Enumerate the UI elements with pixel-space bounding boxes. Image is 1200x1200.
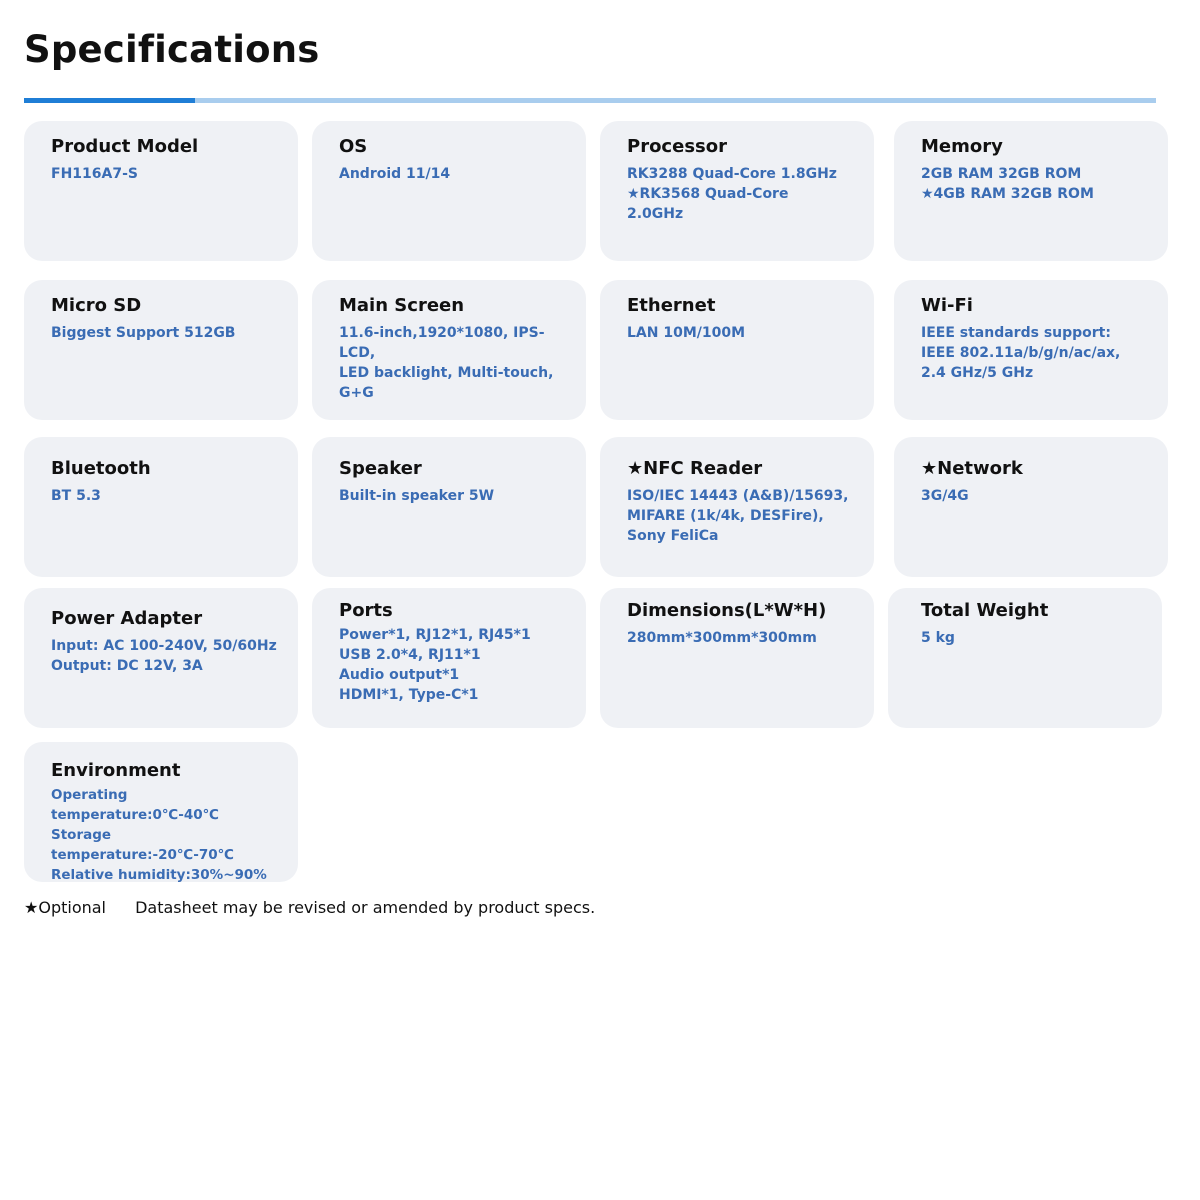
spec-value: Built-in speaker 5W — [339, 488, 495, 504]
spec-value: 280mm*300mm*300mm — [627, 630, 817, 646]
spec-label: Processor — [627, 136, 727, 157]
spec-card-product-model — [24, 121, 298, 261]
spec-value: FH116A7-S — [51, 166, 138, 182]
spec-card-bluetooth — [24, 437, 298, 577]
spec-label: Micro SD — [51, 295, 142, 316]
spec-value: RK3288 Quad-Core 1.8GHz ★RK3568 Quad-Core 2.0GHz — [627, 166, 837, 222]
spec-label: OS — [339, 136, 368, 157]
footer-note — [24, 898, 595, 917]
spec-card-environment — [24, 742, 298, 882]
title-underline — [24, 98, 1156, 103]
spec-label: Product Model — [51, 136, 199, 157]
spec-value: 11.6-inch,1920*1080, IPS-LCD, LED backlight, Multi-touch, G+G — [339, 325, 554, 401]
spec-value: Power*1, RJ12*1, RJ45*1 USB 2.0*4, RJ11*1 Audio output*1 HDMI*1, Type-C*1 — [339, 627, 531, 703]
spec-card-nfc-reader — [600, 437, 874, 577]
spec-label: Power Adapter — [51, 608, 203, 629]
spec-card-total-weight — [888, 588, 1162, 728]
spec-card-power-adapter — [24, 588, 298, 728]
spec-card-ethernet — [600, 280, 874, 420]
spec-card-dimensions — [600, 588, 874, 728]
spec-value: BT 5.3 — [51, 488, 101, 504]
disclaimer-text: Datasheet may be revised or amended by product specs. — [135, 898, 596, 917]
spec-card-os — [312, 121, 586, 261]
spec-card-micro-sd — [24, 280, 298, 420]
spec-value: Operating temperature:0℃-40℃ Storage temperature:-20℃-70℃ Relative humidity:30%~90% — [51, 787, 267, 883]
spec-value: 3G/4G — [921, 488, 969, 504]
spec-card-processor — [600, 121, 874, 261]
spec-value: LAN 10M/100M — [627, 325, 746, 341]
spec-label: Speaker — [339, 458, 422, 479]
spec-label: Memory — [921, 136, 1003, 157]
spec-value: Android 11/14 — [339, 166, 451, 182]
spec-label: Total Weight — [921, 600, 1049, 621]
spec-label: Wi-Fi — [921, 295, 973, 316]
spec-value: Biggest Support 512GB — [51, 325, 236, 341]
spec-label: Main Screen — [339, 295, 465, 316]
spec-label: ★Network — [921, 458, 1023, 479]
page-title: Specifications — [24, 28, 320, 71]
spec-card-network — [894, 437, 1168, 577]
spec-value: 2GB RAM 32GB ROM ★4GB RAM 32GB ROM — [921, 166, 1094, 202]
spec-label: Dimensions(L*W*H) — [627, 600, 827, 621]
spec-card-main-screen — [312, 280, 586, 420]
spec-value: ISO/IEC 14443 (A&B)/15693, MIFARE (1k/4k, DESFire), Sony FeliCa — [627, 488, 849, 544]
spec-label: Ethernet — [627, 295, 716, 316]
spec-label: Bluetooth — [51, 458, 151, 479]
spec-label: ★NFC Reader — [627, 458, 763, 479]
spec-card-speaker — [312, 437, 586, 577]
spec-value: IEEE standards support: IEEE 802.11a/b/g/n/ac/ax, 2.4 GHz/5 GHz — [921, 325, 1121, 381]
spec-value: Input: AC 100-240V, 50/60Hz Output: DC 12V, 3A — [51, 638, 277, 674]
spec-value: 5 kg — [921, 630, 955, 646]
spec-label: Environment — [51, 760, 181, 781]
spec-card-ports — [312, 588, 586, 728]
title-underline-accent — [24, 98, 195, 103]
spec-card-wifi — [894, 280, 1168, 420]
spec-card-memory — [894, 121, 1168, 261]
spec-label: Ports — [339, 600, 393, 621]
optional-legend: ★Optional — [24, 898, 106, 917]
